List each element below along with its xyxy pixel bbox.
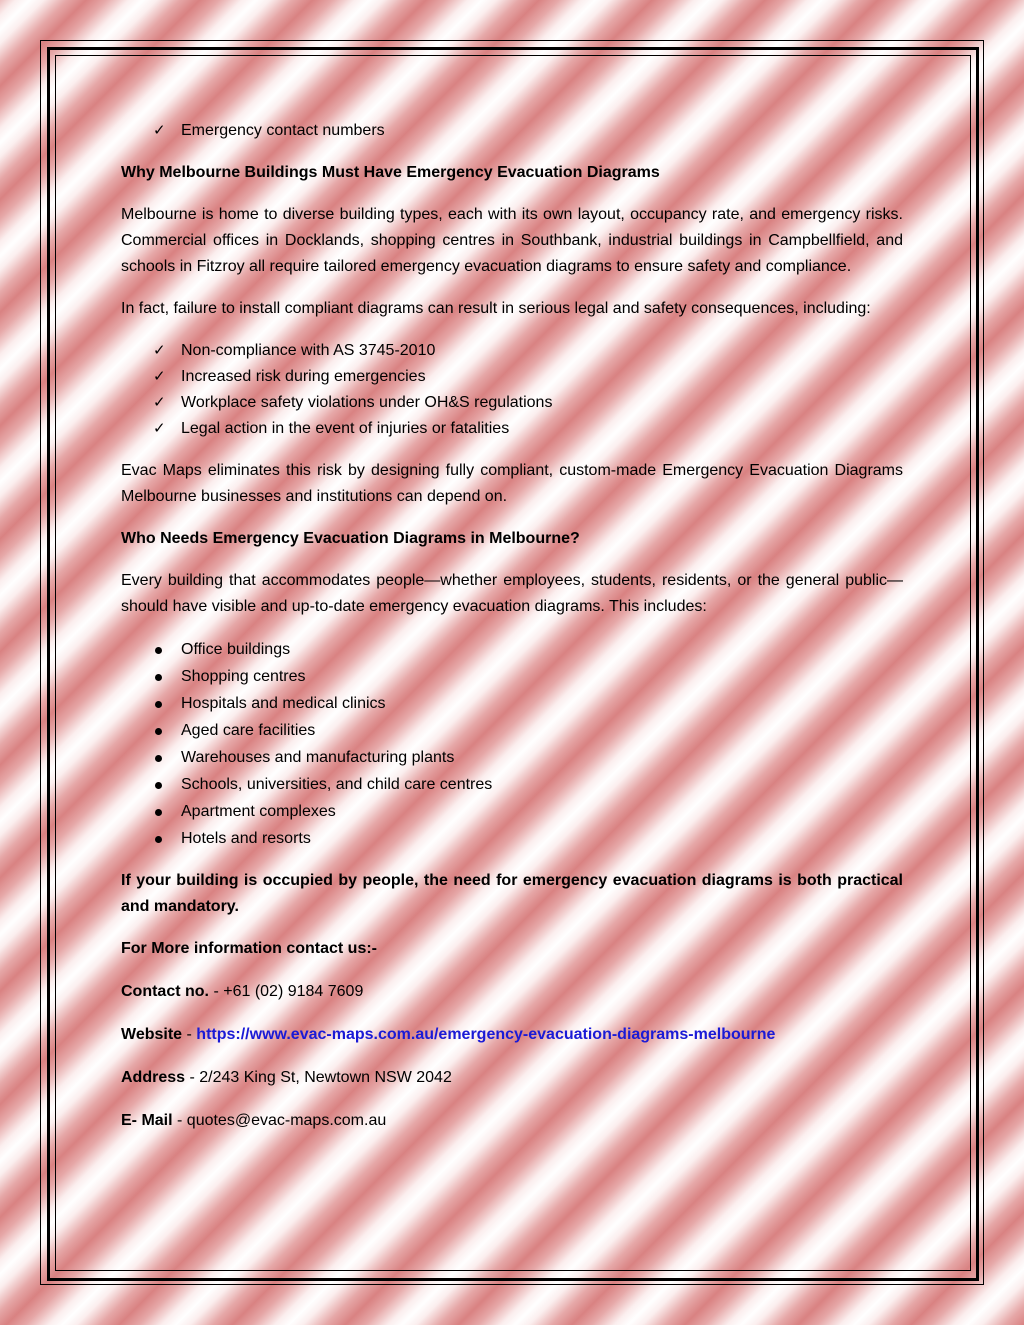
list-item: ✓ Workplace safety violations under OH&S regulations (121, 390, 903, 416)
list-item: ✓ Emergency contact numbers (121, 118, 903, 144)
closing-statement: If your building is occupied by people, the need for emergency evacuation diagrams is both practical and mandatory. (121, 872, 903, 915)
email-value: - quotes@evac-maps.com.au (177, 1112, 387, 1129)
phone-value: - +61 (02) 9184 7609 (213, 983, 364, 1000)
paragraph: Evac Maps eliminates this risk by designing fully compliant, custom-made Emergency Evacuation Diagrams Melbourne businesses and institutions can depend on. (121, 462, 903, 505)
website-link[interactable]: https://www.evac-maps.com.au/emergency-evacuation-diagrams-melbourne (196, 1026, 776, 1043)
contact-email (121, 1108, 903, 1134)
bullet-icon (155, 701, 162, 708)
list-item: Hotels and resorts (121, 825, 903, 852)
top-checklist (121, 118, 903, 144)
building-types-list (121, 636, 903, 852)
list-item: Schools, universities, and child care centres (121, 771, 903, 798)
website-separator: - (186, 1026, 192, 1043)
paragraph: Melbourne is home to diverse building types, each with its own layout, occupancy rate, and emergency risks. Commercial offices in Docklands, shopping centres in Southbank, industrial buildings in Campbellfield, and schools in Fitzroy all require tailored emergency evacuation diagrams to ensure safety and compliance. (121, 206, 903, 275)
bullet-icon (155, 836, 162, 843)
checkmark-icon: ✓ (153, 394, 166, 411)
list-item: Apartment complexes (121, 798, 903, 825)
checkmark-icon: ✓ (153, 122, 166, 139)
section-heading-who: Who Needs Emergency Evacuation Diagrams in Melbourne? (121, 530, 580, 547)
contact-website (121, 1022, 903, 1048)
list-item: ✓ Non-compliance with AS 3745-2010 (121, 338, 903, 364)
list-item: ✓ Increased risk during emergencies (121, 364, 903, 390)
address-label: Address (121, 1069, 186, 1086)
contact-phone (121, 979, 903, 1005)
contact-heading: For More information contact us:- (121, 940, 377, 957)
bullet-icon (155, 728, 162, 735)
section-heading-why: Why Melbourne Buildings Must Have Emergency Evacuation Diagrams (121, 164, 660, 181)
list-item: Hospitals and medical clinics (121, 690, 903, 717)
paragraph: In fact, failure to install compliant diagrams can result in serious legal and safety consequences, including: (121, 300, 871, 317)
list-item: Aged care facilities (121, 717, 903, 744)
checkmark-icon: ✓ (153, 342, 166, 359)
bullet-icon (155, 647, 162, 654)
phone-label: Contact no. (121, 983, 209, 1000)
website-label: Website (121, 1026, 183, 1043)
paragraph: Every building that accommodates people—whether employees, students, residents, or the general public—should have visible and up-to-date emergency evacuation diagrams. This includes: (121, 572, 903, 615)
consequences-checklist (121, 338, 903, 442)
address-value: - 2/243 King St, Newtown NSW 2042 (189, 1069, 452, 1086)
list-item: Warehouses and manufacturing plants (121, 744, 903, 771)
list-item: ✓ Legal action in the event of injuries or fatalities (121, 416, 903, 442)
checkmark-icon: ✓ (153, 368, 166, 385)
contact-address (121, 1065, 903, 1091)
list-item: Shopping centres (121, 663, 903, 690)
document-content (121, 118, 903, 1151)
bullet-icon (155, 674, 162, 681)
list-item: Office buildings (121, 636, 903, 663)
email-label: E- Mail (121, 1112, 173, 1129)
bullet-icon (155, 782, 162, 789)
bullet-icon (155, 755, 162, 762)
checkmark-icon: ✓ (153, 420, 166, 437)
bullet-icon (155, 809, 162, 816)
